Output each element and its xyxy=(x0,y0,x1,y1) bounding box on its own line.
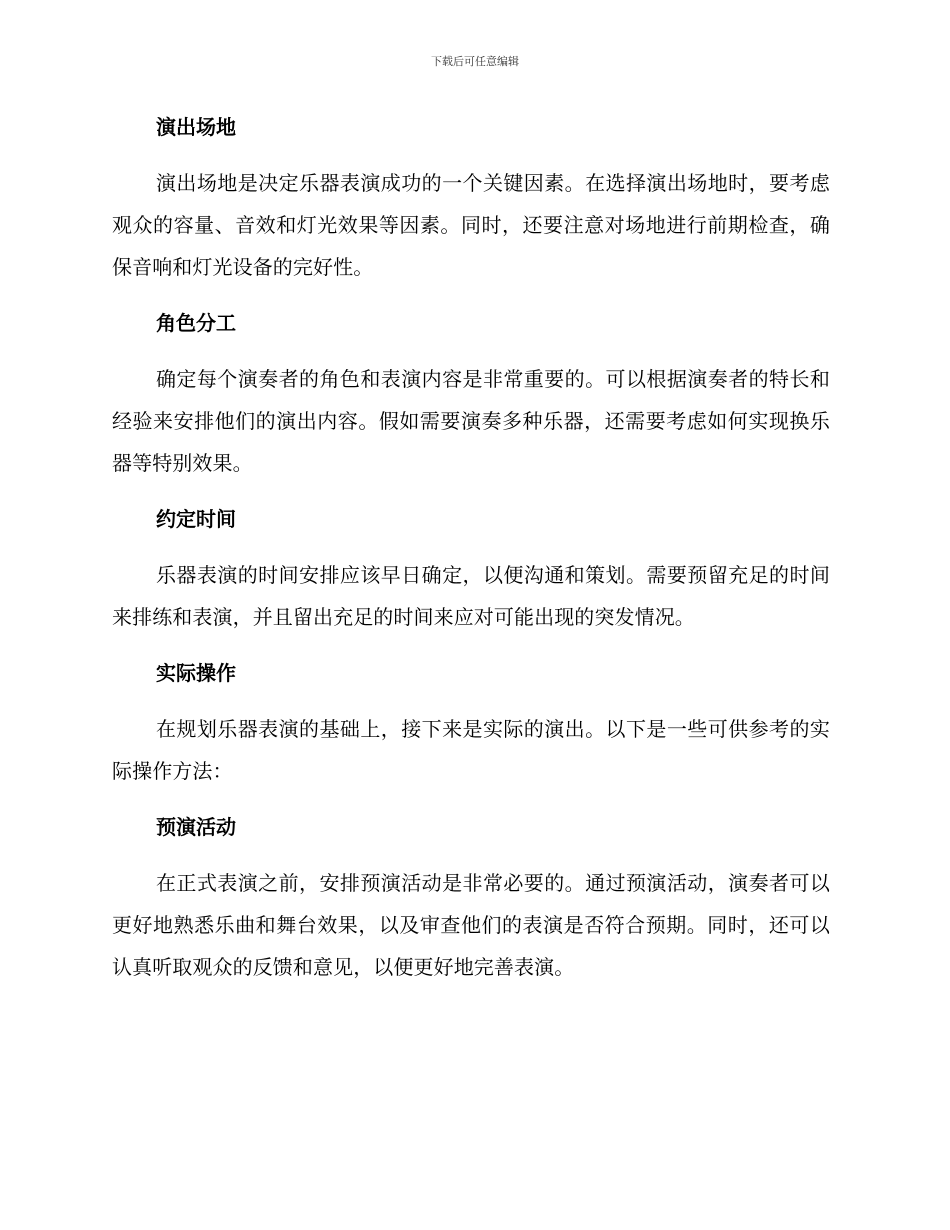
section-heading-rehearsal: 预演活动 xyxy=(156,815,236,839)
section-heading-practice: 实际操作 xyxy=(156,661,236,685)
section-heading-roles: 角色分工 xyxy=(156,311,236,335)
section-body-venue: 演出场地是决定乐器表演成功的一个关键因素。在选择演出场地时，要考虑观众的容量、音效和灯光效果等因素。同时，还要注意对场地进行前期检查，确保音响和灯光设备的完好性。 xyxy=(112,171,830,279)
section-body-practice: 在规划乐器表演的基础上，接下来是实际的演出。以下是一些可供参考的实际操作方法： xyxy=(112,717,830,783)
section-heading-schedule: 约定时间 xyxy=(156,507,236,531)
page-header: 下载后可任意编辑 xyxy=(431,55,519,68)
document-body xyxy=(112,108,830,988)
section-heading-venue: 演出场地 xyxy=(156,115,236,139)
section-body-roles: 确定每个演奏者的角色和表演内容是非常重要的。可以根据演奏者的特长和经验来安排他们的演出内容。假如需要演奏多种乐器，还需要考虑如何实现换乐器等特别效果。 xyxy=(112,367,830,475)
section-body-rehearsal: 在正式表演之前，安排预演活动是非常必要的。通过预演活动，演奏者可以更好地熟悉乐曲和舞台效果，以及审查他们的表演是否符合预期。同时，还可以认真听取观众的反馈和意见，以便更好地完善表演。 xyxy=(112,871,830,979)
section-body-schedule: 乐器表演的时间安排应该早日确定，以便沟通和策划。需要预留充足的时间来排练和表演，并且留出充足的时间来应对可能出现的突发情况。 xyxy=(112,563,830,629)
